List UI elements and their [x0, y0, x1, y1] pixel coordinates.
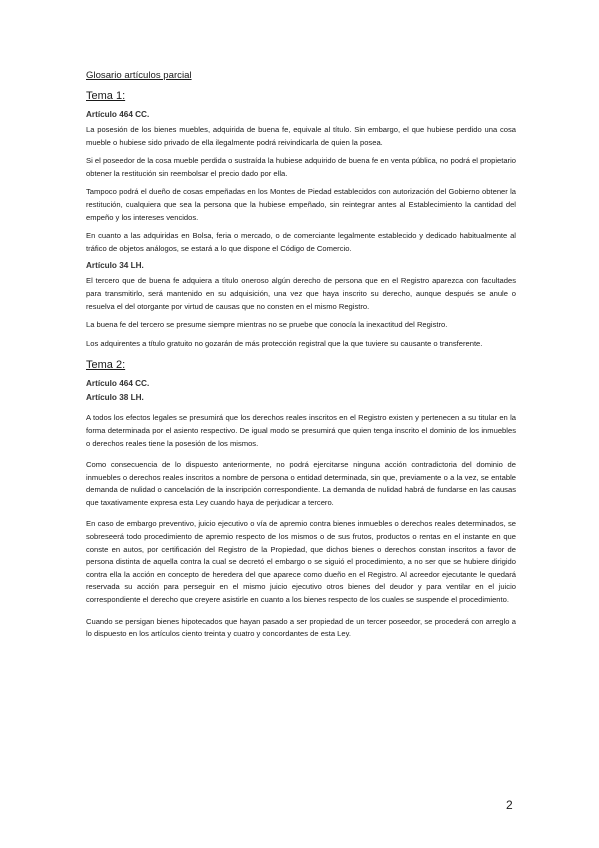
paragraph: Si el poseedor de la cosa mueble perdida o sustraída la hubiese adquirido de buena fe en venta pública, no podrá el propietario obtener la restitución sin reembolsar el precio dado por ella.	[86, 156, 516, 178]
paragraph: En caso de embargo preventivo, juicio ejecutivo o vía de apremio contra bienes inmuebles o derechos reales determinados, se sobreseerá todo procedimiento de apremio respecto de los mismos o de sus frutos, productos o rentas en el instante en que conste en autos, por certificación del Registro de la Propiedad, que dichos bienes o derechos constan inscritos a favor de persona distinta de aquella contra la cual se decretó el embargo o se siguió el procedimiento, a no ser que se hubiere dirigido contra ella la acción en concepto de heredera del que aparece como dueño en el Registro. Al acreedor ejecutante le quedará reservada su acción para perseguir en el mismo juicio ejecutivo otros bienes del deudor y para ventilar en el juicio correspondiente el derecho que creyere asistirle en cuanto a los bienes respecto de los cuales se suspende el procedimiento.	[86, 519, 516, 605]
paragraph: El tercero que de buena fe adquiera a título oneroso algún derecho de persona que en el Registro aparezca con facultades para transmitirlo, será mantenido en su adquisición, una vez que haya inscrito su derecho, aunque después se anule o resuelva el del otorgante por virtud de causas que no consten en el mismo Registro.	[86, 276, 516, 311]
document-title: Glosario artículos parcial	[86, 70, 192, 81]
paragraph: Los adquirentes a título gratuito no gozarán de más protección registral que la que tuviere su causante o transferente.	[86, 338, 483, 348]
article-464-cc-heading: Artículo 464 CC.	[86, 379, 150, 389]
article-38-lh-heading: Artículo 38 LH.	[86, 393, 144, 403]
paragraph: En cuanto a las adquiridas en Bolsa, feria o mercado, o de comerciante legalmente establecido y dedicado habitualmente al tráfico de objetos análogos, se estará a lo que dispone el Código de Comercio.	[86, 231, 516, 253]
article-34-lh-heading: Artículo 34 LH.	[86, 261, 144, 271]
paragraph: La posesión de los bienes muebles, adquirida de buena fe, equivale al título. Sin embargo, el que hubiese perdido una cosa mueble o hubiese sido privado de ella ilegalmente podrá reivindicarla de quien la posea.	[86, 125, 516, 147]
article-464-cc-heading: Artículo 464 CC.	[86, 110, 150, 119]
page-number: 2	[506, 798, 513, 812]
page-content	[86, 70, 516, 647]
paragraph: Tampoco podrá el dueño de cosas empeñadas en los Montes de Piedad establecidos con autorización del Gobierno obtener la restitución, cualquiera que sea la persona que la hubiese empeñado, sin reintegrar antes al Establecimiento la cantidad del empeño y los intereses vencidos.	[86, 187, 516, 222]
tema-2-heading: Tema 2:	[86, 359, 126, 372]
tema-1-heading: Tema 1:	[86, 90, 126, 102]
paragraph: A todos los efectos legales se presumirá que los derechos reales inscritos en el Registro existen y pertenecen a su titular en la forma determinada por el asiento respectivo. De igual modo se presumirá que quien tenga inscrito el dominio de los inmuebles o derechos reales tiene la posesión de los mismos.	[86, 413, 516, 448]
paragraph: La buena fe del tercero se presume siempre mientras no se pruebe que conocía la inexactitud del Registro.	[86, 320, 448, 330]
paragraph: Como consecuencia de lo dispuesto anteriormente, no podrá ejercitarse ninguna acción contradictoria del dominio de inmuebles o derechos reales inscritos a nombre de persona o entidad determinada, sin que, previamente o a la vez, se entable demanda de nulidad o cancelación de la inscripción correspondiente. La demanda de nulidad habrá de fundarse en las causas que taxativamente expresa esta Ley cuando haya de perjudicar a tercero.	[86, 460, 516, 507]
paragraph: Cuando se persigan bienes hipotecados que hayan pasado a ser propiedad de un tercer poseedor, se procederá con arreglo a lo dispuesto en los artículos ciento treinta y cuatro y concordantes de esta Ley.	[86, 616, 516, 639]
